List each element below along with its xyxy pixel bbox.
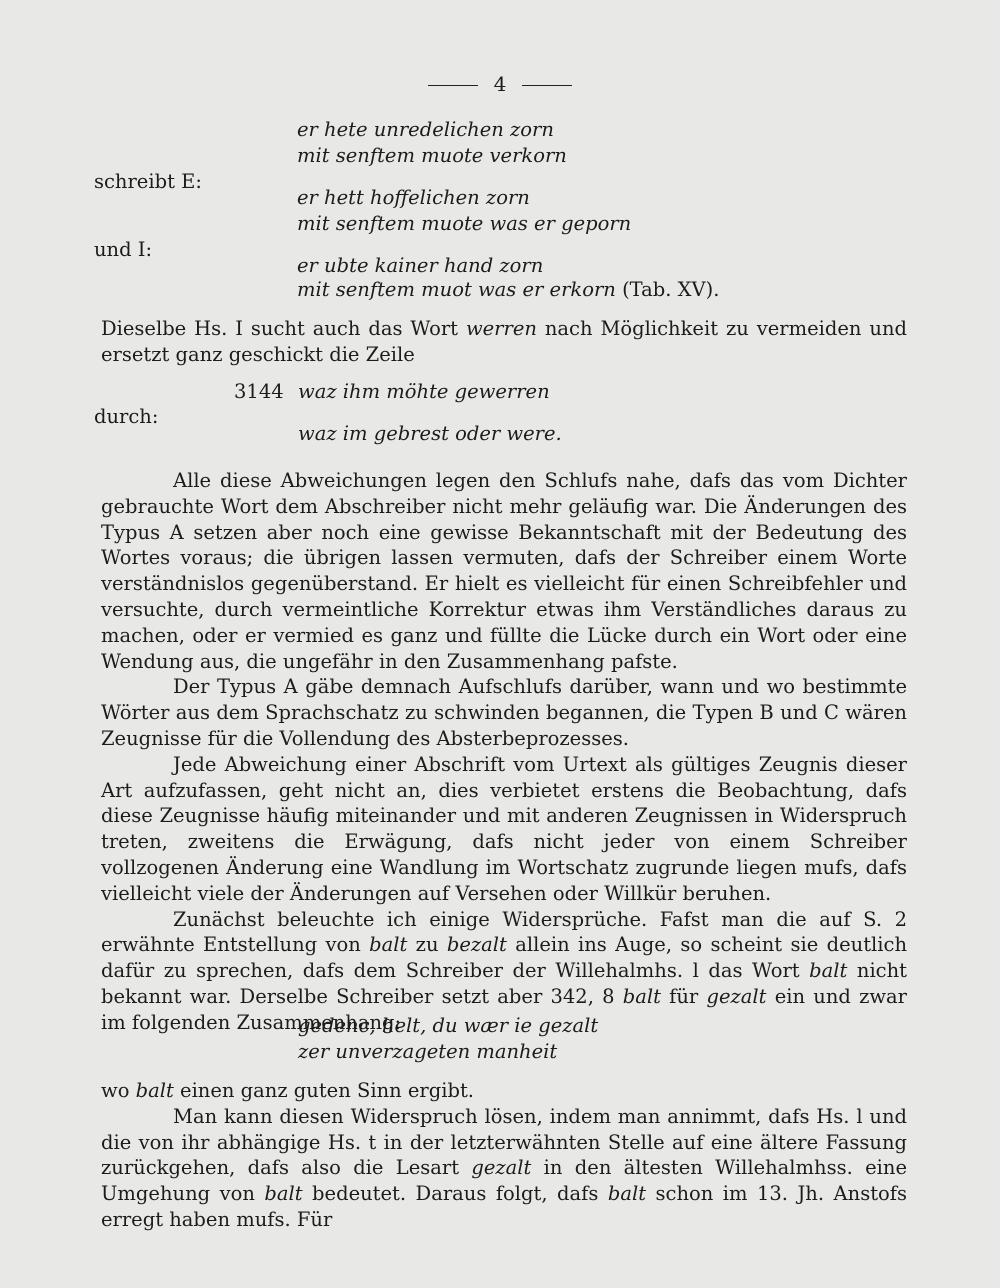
table-reference: (Tab. XV). <box>622 278 720 301</box>
text-run: nach Möglichkeit zu vermeiden und ersetzt ganz geschickt die Zeile <box>101 317 907 366</box>
paragraph <box>101 468 907 674</box>
italic-word: gezalt <box>706 984 767 1008</box>
text-run: nicht bekannt war. Derselbe Schreiber setzt aber 342, 8 <box>101 959 907 1008</box>
verse-line: er hett hoffelichen zorn <box>297 186 530 209</box>
italic-word: balt <box>369 933 408 957</box>
verse-text: mit senftem muot was er erkorn <box>297 278 616 301</box>
text-run: wo <box>101 1079 136 1102</box>
page-header <box>0 72 1000 96</box>
italic-word: balt <box>135 1079 174 1102</box>
paragraph <box>101 752 907 907</box>
italic-word: balt <box>809 959 848 983</box>
paragraph <box>101 1078 907 1104</box>
verse-line: waz im gebrest oder were. <box>298 422 562 445</box>
verse-line <box>297 278 719 301</box>
verse-label: schreibt E: <box>94 170 202 193</box>
line-number: 3144 <box>234 380 284 403</box>
text-run: in den ältesten Willehalmhss. eine Umgehung von <box>101 1156 907 1206</box>
text-run: Zunächst beleuchte ich einige Widersprüche. Fafst man die auf S. 2 erwähnte Entstellung von <box>101 907 907 957</box>
paragraph <box>101 316 907 368</box>
text-run: Dieselbe Hs. I sucht auch das Wort <box>101 317 466 340</box>
paragraph <box>101 1104 907 1233</box>
paragraph-group <box>101 1078 907 1233</box>
text-run: Alle diese Abweichungen legen den Schlufs nahe, dafs das vom Dichter gebrauchte Wort dem Abschreiber nicht mehr geläufig war. Die Änderungen des Typus A setzen aber noch eine gewisse Bekanntschaft mit der Bedeutung des Wortes voraus; die übrigen lassen vermuten, dafs der Schreiber einem Worte verständnislos gegenüberstand. Er hielt es vielleicht für einen Schreibfehler und versuchte, durch vermeintliche Korrektur etwas ihm Verständliches daraus zu machen, oder er vermied es ganz und füllte die Lücke durch ein Wort oder eine Wendung aus, die ungefähr in den Zusammenhang pafste. <box>101 469 907 673</box>
header-rule-left <box>428 85 478 86</box>
verse-line: er ubte kainer hand zorn <box>297 254 544 277</box>
text-run: ein und zwar im folgenden Zusammenhang: <box>101 984 907 1034</box>
text-run: Man kann diesen Widerspruch lösen, indem man annimmt, dafs Hs. l und die von ihr abhängige Hs. t in der letzterwähnten Stelle auf eine ältere Fassung zurückgehen, dafs also die Lesart <box>101 1104 907 1180</box>
header-rule-right <box>522 85 572 86</box>
verse-label: und I: <box>94 238 153 261</box>
text-run: zu <box>407 933 447 957</box>
text-run: Jede Abweichung einer Abschrift vom Urtext als gültiges Zeugnis dieser Art aufzufassen, geht nicht an, dies verbietet erstens die Beobachtung, dafs diese Zeugnisse häufig miteinander und mit anderen Zeugnissen in Widerspruch treten, zweitens die Erwägung, dafs nicht jeder von einem Schreiber vollzogenen Änderung eine Wandlung im Wortschatz zugrunde liegen mufs, dafs vielleicht viele der Änderungen auf Versehen oder Willkür beruhen. <box>101 752 907 905</box>
text-run: einen ganz guten Sinn ergibt. <box>173 1079 474 1102</box>
verse-line: mit senftem muote verkorn <box>297 144 567 167</box>
verse-label: durch: <box>94 405 159 428</box>
verse-line: er hete unredelichen zorn <box>297 118 554 141</box>
page-number: 4 <box>493 72 507 96</box>
verse-line: zer unverzageten manheit <box>298 1040 558 1063</box>
verse-line: mit senftem muote was er geporn <box>297 212 632 235</box>
text-run: Der Typus A gäbe demnach Aufschlufs darüber, wann und wo bestimmte Wörter aus dem Sprachschatz zu schwinden begannen, die Typen B und C wären Zeugnisse für die Vollendung des Absterbeprozesses. <box>101 675 907 750</box>
italic-word: balt <box>264 1182 303 1206</box>
italic-word: gezalt <box>471 1156 532 1180</box>
italic-word: bezalt <box>446 933 507 957</box>
italic-word: balt <box>607 1182 647 1206</box>
paragraph <box>101 674 907 751</box>
verse-line: gedenc, helt, du wær ie gezalt <box>298 1014 599 1037</box>
text-run: für <box>660 984 707 1008</box>
verse-line: waz ihm möhte gewerren <box>298 380 550 403</box>
text-run: bedeutet. Daraus folgt, dafs <box>302 1182 608 1206</box>
italic-word: balt <box>622 984 661 1008</box>
text-run: allein ins Auge, so scheint sie deutlich dafür zu sprechen, dafs dem Schreiber der Willehalmhs. l das Wort <box>101 933 907 983</box>
paragraph-group <box>101 468 907 1036</box>
text-run: schon im 13. Jh. Anstofs erregt haben mufs. Für <box>101 1182 907 1231</box>
italic-word: werren <box>465 317 537 340</box>
